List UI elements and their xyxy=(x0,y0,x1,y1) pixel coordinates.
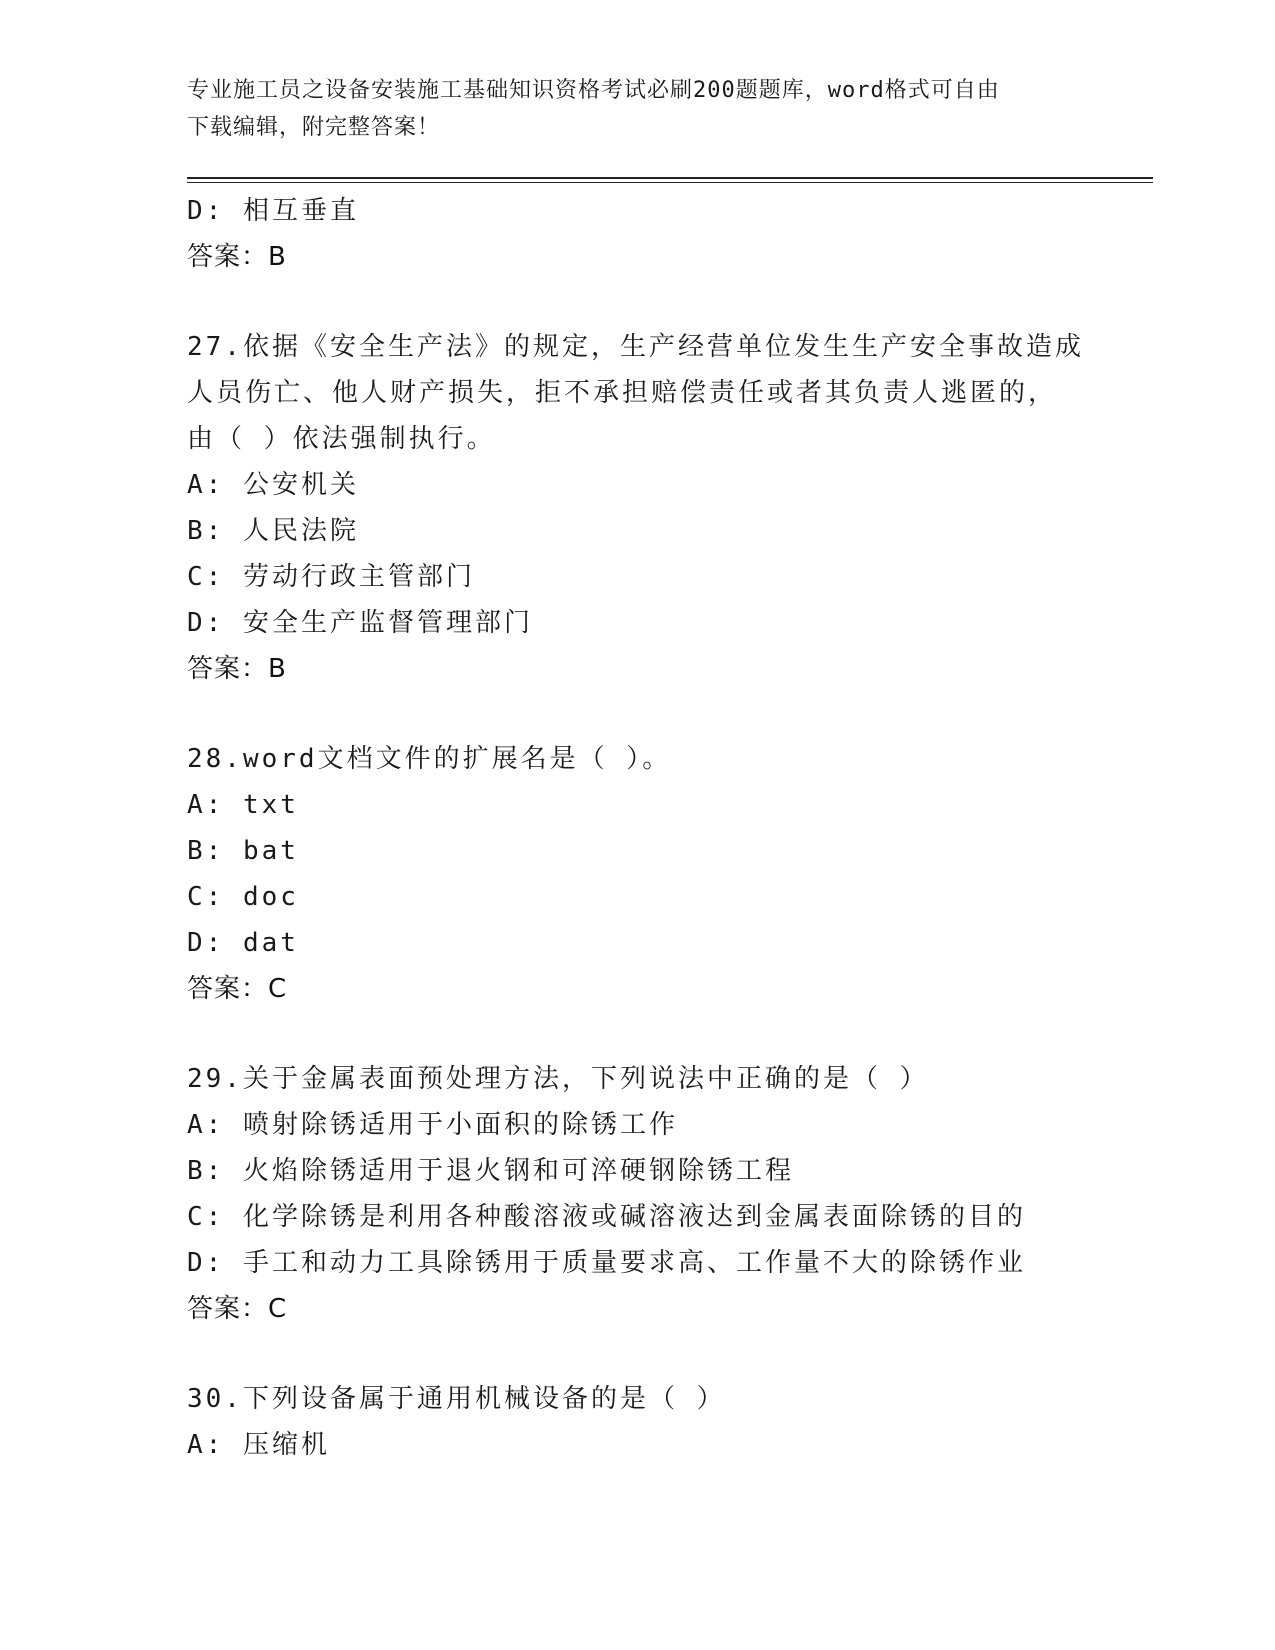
spacer xyxy=(187,692,1167,736)
question-list xyxy=(187,188,1167,1468)
spacer xyxy=(187,280,1167,324)
document-header xyxy=(187,72,1067,146)
option-c: C: 劳动行政主管部门 xyxy=(187,562,475,592)
spacer xyxy=(187,1012,1167,1056)
question-block xyxy=(187,324,1167,692)
question-block xyxy=(187,1056,1167,1332)
option-a: A: txt xyxy=(187,790,299,820)
question-stem: 27.依据《安全生产法》的规定，生产经营单位发生生产安全事故造成 xyxy=(187,332,1084,362)
header-line: 下载编辑，附完整答案！ xyxy=(187,115,441,140)
answer-line: 答案：C xyxy=(187,974,288,1004)
header-divider xyxy=(187,177,1153,179)
question-stem: 由（ ）依法强制执行。 xyxy=(187,424,496,454)
option-b: B: 火焰除锈适用于退火钢和可淬硬钢除锈工程 xyxy=(187,1156,794,1186)
answer-line: 答案：B xyxy=(187,654,287,684)
question-block xyxy=(187,736,1167,1012)
spacer xyxy=(187,1332,1167,1376)
option-d: D: 手工和动力工具除锈用于质量要求高、工作量不大的除锈作业 xyxy=(187,1248,1026,1278)
question-stem: 29.关于金属表面预处理方法，下列说法中正确的是（ ） xyxy=(187,1064,929,1094)
option-a: A: 公安机关 xyxy=(187,470,359,500)
answer-line: 答案：C xyxy=(187,1294,288,1324)
option-a: A: 喷射除锈适用于小面积的除锈工作 xyxy=(187,1110,678,1140)
option-d: D: 相互垂直 xyxy=(187,196,359,226)
question-stem: 30.下列设备属于通用机械设备的是（ ） xyxy=(187,1384,726,1414)
option-d: D: 安全生产监督管理部门 xyxy=(187,608,533,638)
question-stem: 28.word文档文件的扩展名是（ ）。 xyxy=(187,744,672,774)
header-divider xyxy=(187,182,1153,183)
option-b: B: 人民法院 xyxy=(187,516,359,546)
header-line: 专业施工员之设备安装施工基础知识资格考试必刷200题题库，word格式可自由 xyxy=(187,78,1000,103)
option-c: C: doc xyxy=(187,882,299,912)
option-a: A: 压缩机 xyxy=(187,1430,330,1460)
question-stem: 人员伤亡、他人财产损失，拒不承担赔偿责任或者其负责人逃匿的， xyxy=(187,378,1058,408)
question-block xyxy=(187,1376,1167,1468)
option-d: D: dat xyxy=(187,928,299,958)
answer-line: 答案：B xyxy=(187,242,287,272)
option-b: B: bat xyxy=(187,836,299,866)
option-c: C: 化学除锈是利用各种酸溶液或碱溶液达到金属表面除锈的目的 xyxy=(187,1202,1026,1232)
